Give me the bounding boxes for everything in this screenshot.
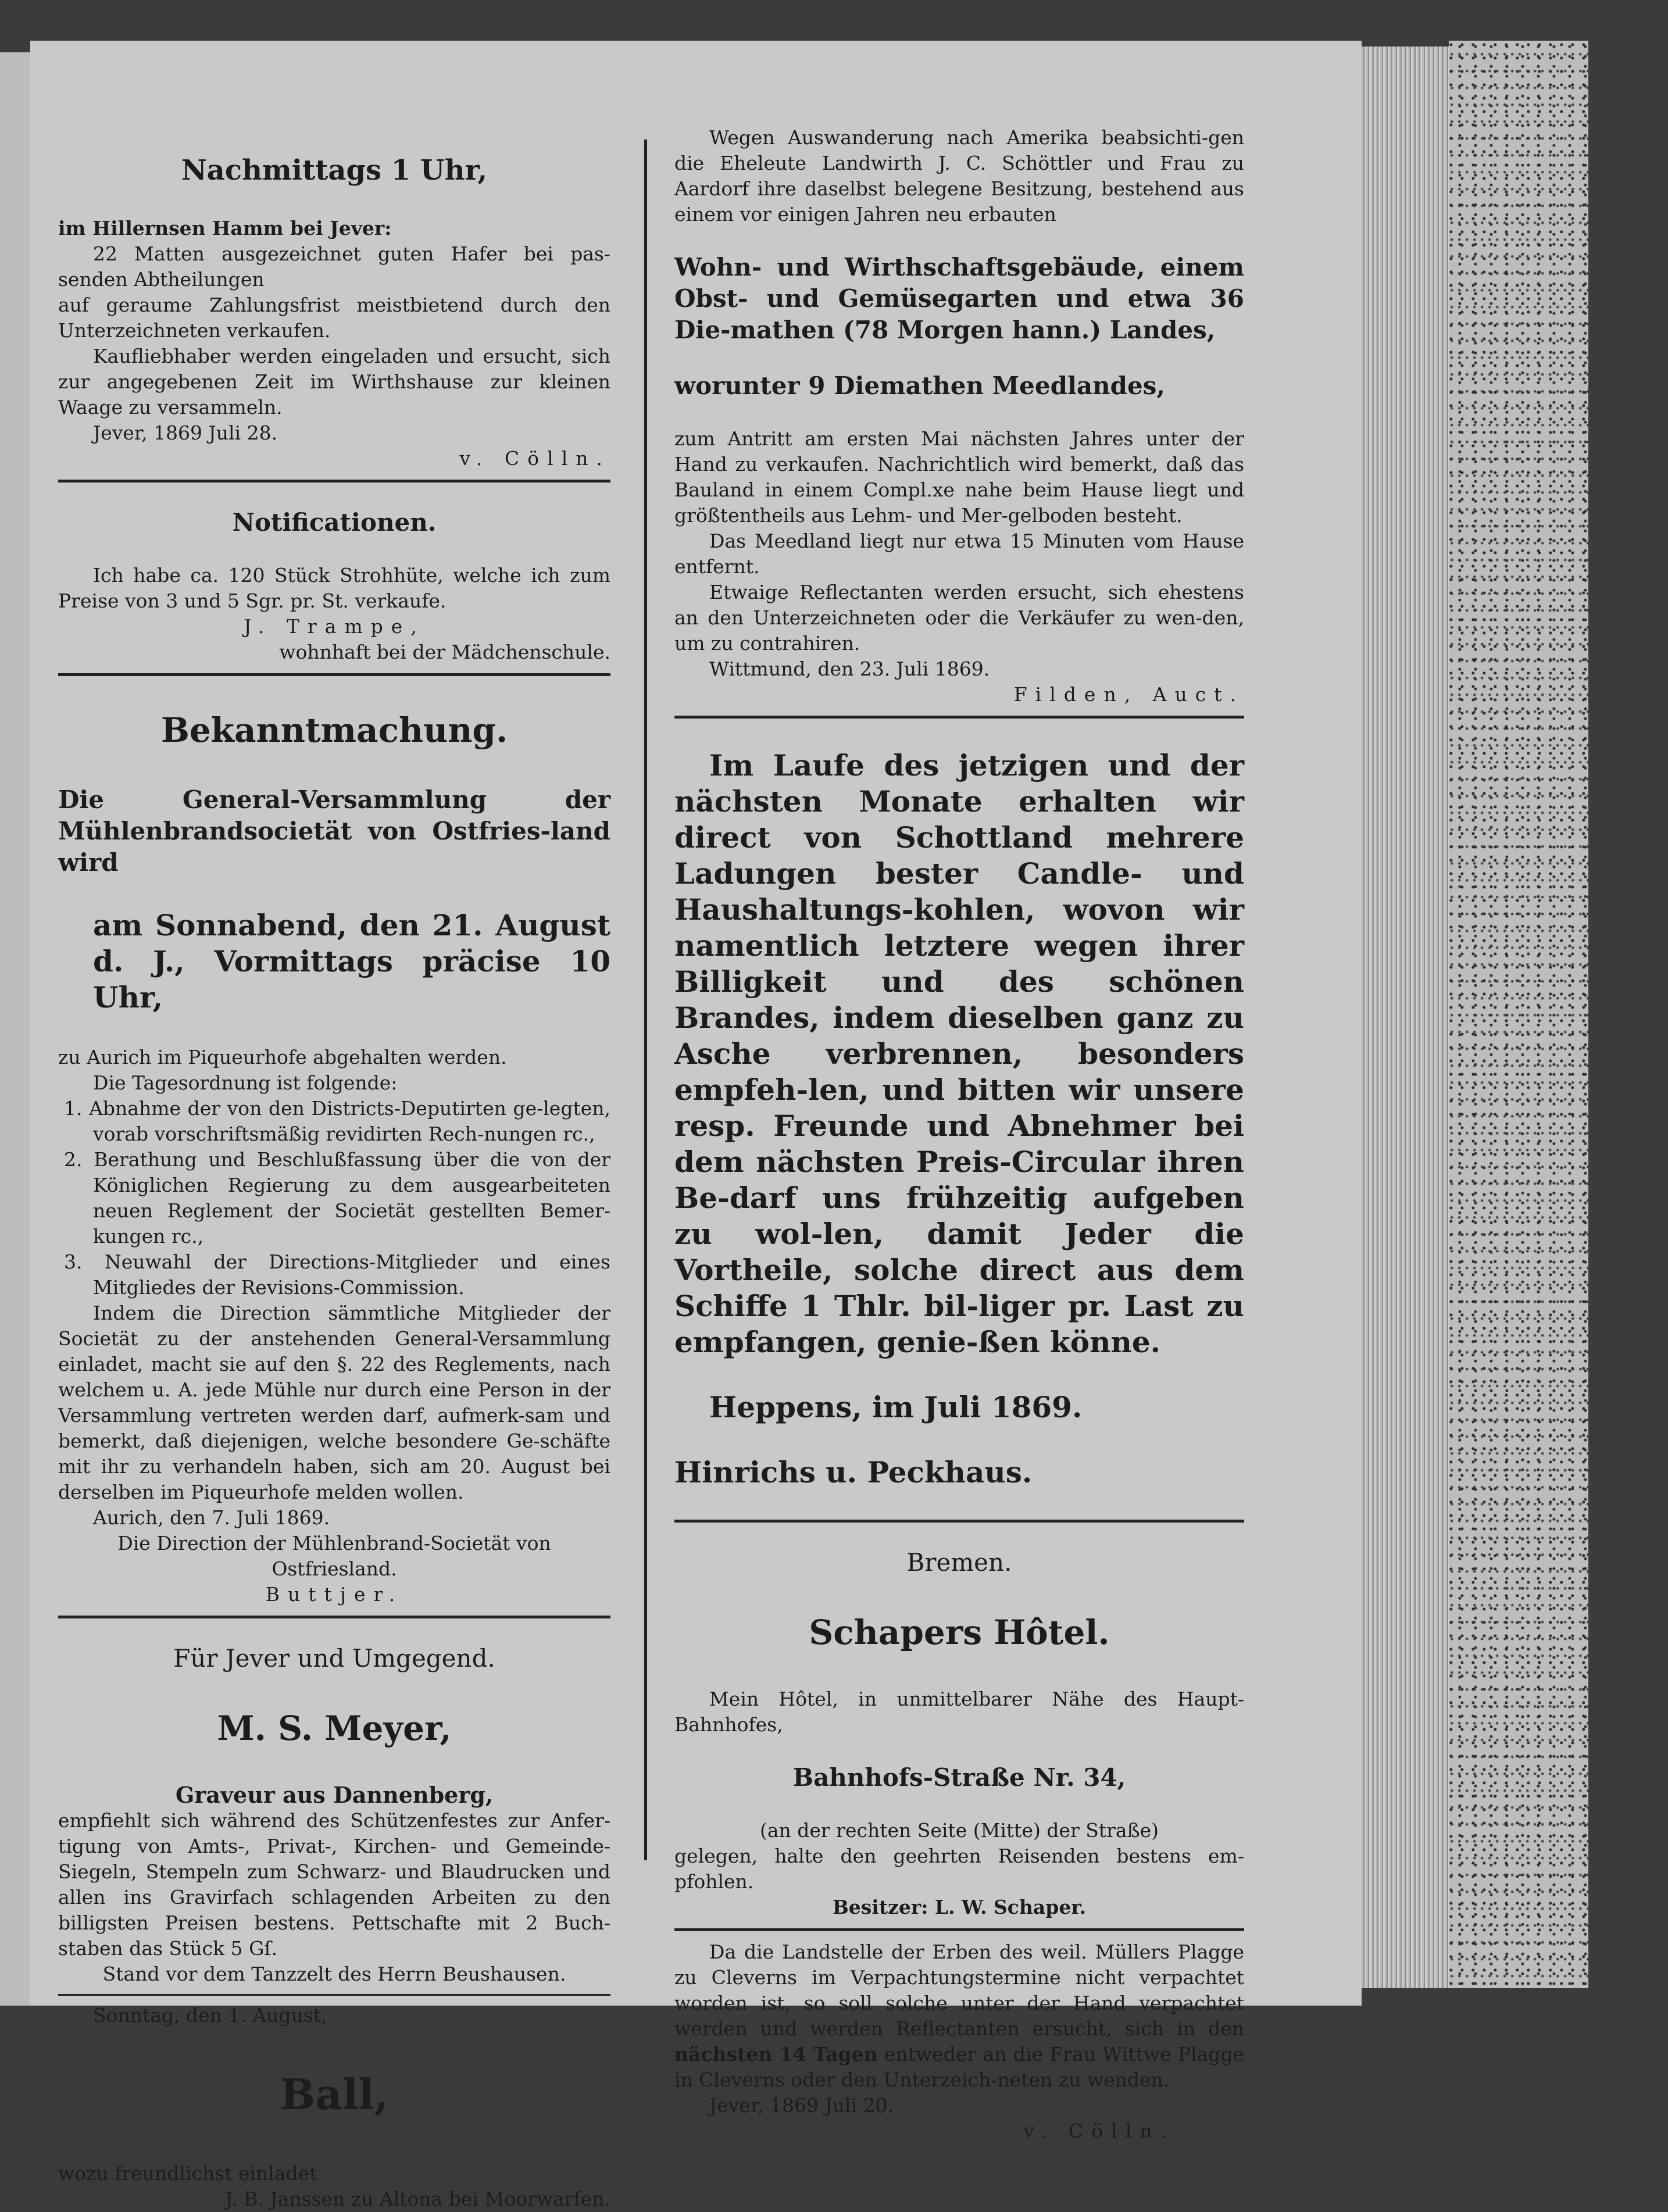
right-column (674, 125, 1244, 2144)
column-divider (644, 140, 647, 1860)
ad-signature: J. Trampe, (244, 615, 425, 638)
ad-text: Indem die Direction sämmtliche Mitglieder der Societät zu der anstehenden General-Versammlung einladet, macht sie auf den §. 22 des Reglements, nach welchem u. A. jede Mühle nur durch eine Person in der Versammlung vertreten werden darf, aufmerk-sam und bemerkt, daß diejenigen, welche besondere Ge-schäfte mit ihr zu verhandeln haben, sich am 20. August bei derselben im Piqueurhofe melden wollen. (58, 1302, 610, 1503)
divider (58, 1616, 610, 1618)
ad-text: Mein Hôtel, in unmittelbarer Nähe des Haupt-Bahnhofes, (674, 1688, 1244, 1736)
ad-signature: J. B. Janssen zu Altona bei Moorwarfen. (225, 2188, 610, 2210)
ad-text (674, 1939, 1244, 2093)
ad-signature: v. Cölln. (459, 447, 610, 470)
divider (674, 1520, 1244, 1523)
ad-place: zu Aurich im Piqueurhofe abgehalten werden. (58, 1046, 507, 1069)
ad-date: Aurich, den 7. Juli 1869. (93, 1506, 330, 1529)
ad-signature: Die Direction der Mühlenbrand-Societät von Ostfriesland. (117, 1532, 551, 1580)
ad-text: Ich habe ca. 120 Stück Strohhüte, welche ich zum Preise von 3 und 5 Sgr. pr. St. verkaufe. (58, 564, 610, 612)
ad-agenda-intro: Die Tagesordnung ist folgende: (93, 1071, 398, 1094)
ad-meeting-date: am Sonnabend, den 21. August d. J., Vormittags präcise 10 Uhr, (93, 908, 610, 1014)
divider (58, 673, 610, 676)
ad-signature-note: wohnhaft bei der Mädchenschule. (279, 641, 610, 663)
ad-text-part: Da die Landstelle der Erben des weil. Müllers Plagge zu Cleverns im Verpachtungstermine nicht verpachtet worden ist, so soll solche unter der Hand verpachtet werden und werden Reflectanten ersucht, sich in den (674, 1941, 1244, 2040)
ad-text: gelegen, halte den geehrten Reisenden bestens em-pfohlen. (674, 1845, 1244, 1893)
ad-place: im Hillernsen Hamm bei Jever: (58, 217, 392, 240)
ad-kohlen (674, 748, 1244, 1491)
ad-signature-name: Buttjer. (265, 1583, 403, 1606)
ad-text: 22 Matten ausgezeichnet guten Hafer bei pas-senden Abtheilungen (58, 242, 610, 291)
ad-signature: Filden, Auct. (1013, 683, 1244, 706)
ad-title: Nachmittags 1 Uhr, (181, 154, 488, 187)
agenda-item: 2. Berathung und Beschlußfassung über die von der Königlichen Regierung zu dem ausgearbeiteten neuen Reglement der Societät gestellten Bemer-kungen rc., (64, 1148, 610, 1248)
ad-text: Wegen Auswanderung nach Amerika beabsichti-gen die Eheleute Landwirth J. C. Schöttler und Frau zu Aardorf ihre daselbst belegene Besitzung, bestehend aus einem vor einigen Jahren neu erbauten (674, 126, 1244, 226)
ad-text: Das Meedland liegt nur etwa 15 Minuten vom Hause entfernt. (674, 530, 1244, 578)
ad-bekanntmachung (58, 710, 610, 1607)
ad-title: Ball, (280, 2070, 389, 2119)
ad-text: zum Antritt am ersten Mai nächsten Jahres unter der Hand zu verkaufen. Nachrichtlich wird bemerkt, daß das Bauland in einem Compl.xe nahe beim Hause liegt und größtentheils aus Lehm- und Mer-gelboden besteht. (674, 427, 1244, 527)
divider (58, 480, 610, 483)
ad-invite: wozu freundlichst einladet (58, 2162, 317, 2185)
ad-bold-text: Wohn- und Wirthschaftsgebäude, einem Obst- und Gemüsegarten und etwa 36 Die-mathen (78 Morgen hann.) Landes, (674, 253, 1244, 344)
ad-date: Jever, 1869 Juli 20. (709, 2094, 894, 2117)
ad-schapers-hotel (674, 1547, 1244, 1920)
ad-text: empfiehlt sich während des Schützenfestes zur Anfer-tigung von Amts-, Privat-, Kirchen- und Gemeinde-Siegeln, Stempeln zum Schwarz- und Blaudrucken und allen ins Gravirfach schlagenden Arbeiten zu den billigsten Preisen bestens. Pettschafte mit 2 Buch-staben das Stück 5 Gſ. (58, 1809, 610, 1960)
divider (674, 716, 1244, 719)
agenda-item: 3. Neuwahl der Directions-Mitglieder und eines Mitgliedes der Revisions-Commission. (64, 1250, 610, 1299)
ad-ball (58, 2003, 610, 2212)
ad-signature: Hinrichs u. Peckhaus. (674, 1455, 1033, 1489)
ad-text-part: entweder an die Frau Wittwe Plagge in Cleverns oder den Unterzeich-neten zu wenden. (674, 2043, 1245, 2091)
book-edge-speckle (1449, 41, 1588, 1988)
ad-city: Bremen. (906, 1548, 1012, 1577)
left-page-edge (0, 52, 32, 2006)
ad-notificationen (58, 507, 610, 665)
ad-head: Die General-Versammlung der Mühlenbrandsocietät von Ostfries-land wird (58, 785, 610, 877)
ad-text: Etwaige Reflectanten werden ersucht, sich ehestens an den Unterzeichneten oder die Verkäufer zu wen-den, um zu contrahiren. (674, 581, 1244, 655)
ad-signature: v. Cölln. (1023, 2120, 1174, 2142)
ad-owner: Besitzer: L. W. Schaper. (832, 1896, 1087, 1918)
ad-trade: Graveur aus Dannenberg, (175, 1782, 494, 1808)
ad-landstelle (674, 1939, 1244, 2144)
ad-hafer-auction (58, 153, 610, 471)
page-edges (1362, 47, 1449, 1988)
ad-text: Im Laufe des jetzigen und der nächsten Monate erhalten wir direct von Schottland mehrere Ladungen bester Candle- und Haushaltungs-kohlen, wovon wir namentlich letztere wegen ihrer Billigkeit und des schönen Brandes, indem dieselben ganz zu Asche verbrennen, besonders empfeh-len, und bitten wir unsere resp. Freunde und Abnehmer bei dem nächsten Preis-Circular ihren Be-darf uns frühzeitig aufgeben zu wol-len, damit Jeder die Vortheile, solche direct aus dem Schiffe 1 Thlr. bil-liger pr. Last zu empfangen, genie-ßen könne. (674, 748, 1244, 1359)
ad-head: Für Jever und Umgegend. (173, 1644, 495, 1673)
ad-graveur-meyer (58, 1643, 610, 1987)
ad-note: (an der rechten Seite (Mitte) der Straße) (759, 1819, 1159, 1842)
divider (674, 1928, 1244, 1931)
ad-besitzung-verkauf (674, 125, 1244, 707)
ad-date: Sonntag, den 1. August, (93, 2004, 327, 2027)
divider (58, 1994, 610, 1996)
ad-text: Kaufliebhaber werden eingeladen und ersucht, sich zur angegebenen Zeit im Wirthshause zur kleinen Waage zu versammeln. (58, 345, 610, 419)
ad-date: Wittmund, den 23. Juli 1869. (709, 657, 990, 680)
ad-title: Schapers Hôtel. (809, 1613, 1110, 1652)
ad-text: auf geraume Zahlungsfrist meistbietend durch den Unterzeichneten verkaufen. (58, 294, 610, 342)
ad-street: Bahnhofs-Straße Nr. 34, (792, 1763, 1126, 1792)
ad-bold-text: nächsten 14 Tagen (674, 2043, 878, 2066)
agenda-item: 1. Abnahme der von den Districts-Deputirten ge-legten, vorab vorschriftsmäßig revidirten Rech-nungen rc., (64, 1097, 610, 1145)
ad-name: M. S. Meyer, (217, 1709, 452, 1748)
ad-stand: Stand vor dem Tanzzelt des Herrn Beushausen. (102, 1963, 566, 1985)
ad-title: Notificationen. (232, 508, 437, 537)
ad-date: Jever, 1869 Juli 28. (93, 421, 278, 444)
ad-title: Bekanntmachung. (160, 710, 508, 750)
ad-bold-text: worunter 9 Diemathen Meedlandes, (674, 371, 1166, 400)
left-column (58, 125, 610, 2212)
ad-date: Heppens, im Juli 1869. (709, 1390, 1083, 1424)
